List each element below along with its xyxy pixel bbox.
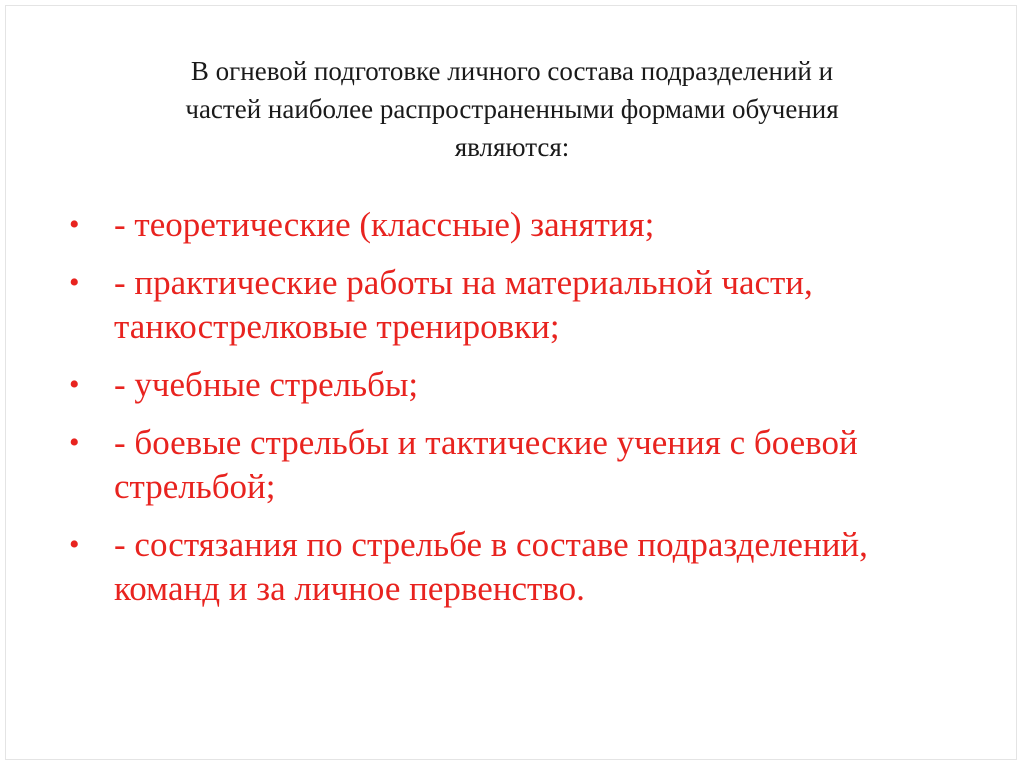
bullet-line: - учебные стрельбы; <box>114 365 419 404</box>
bullet-icon: • <box>69 426 80 459</box>
title-line: частей наиболее распространенными формами обучения <box>185 94 839 124</box>
bullet-item-live-firing-exercises <box>66 421 996 509</box>
bullet-item-theoretical-classes <box>66 203 996 247</box>
bullet-icon: • <box>69 368 80 401</box>
bullet-line: - состязания по стрельбе в составе подразделений, <box>114 525 868 564</box>
bullet-text <box>114 203 996 247</box>
bullet-text <box>114 523 996 611</box>
bullet-list <box>66 203 996 625</box>
slide <box>5 5 1017 760</box>
bullet-icon: • <box>69 266 80 299</box>
bullet-line: - боевые стрельбы и тактические учения с боевой <box>114 423 858 462</box>
bullet-text <box>114 363 996 407</box>
slide-title <box>66 52 958 166</box>
bullet-line: команд и за личное первенство. <box>114 569 585 608</box>
bullet-item-practical-work <box>66 261 996 349</box>
bullet-item-shooting-competitions <box>66 523 996 611</box>
title-line: В огневой подготовке личного состава подразделений и <box>190 56 834 86</box>
bullet-item-training-firing <box>66 363 996 407</box>
bullet-line: - теоретические (классные) занятия; <box>114 205 655 244</box>
bullet-line: - практические работы на материальной части, <box>114 263 813 302</box>
bullet-text <box>114 261 996 349</box>
bullet-line: стрельбой; <box>114 467 276 506</box>
bullet-text <box>114 421 996 509</box>
bullet-icon: • <box>69 208 80 241</box>
bullet-line: танкострелковые тренировки; <box>114 307 560 346</box>
title-line: являются: <box>454 132 570 162</box>
bullet-icon: • <box>69 528 80 561</box>
